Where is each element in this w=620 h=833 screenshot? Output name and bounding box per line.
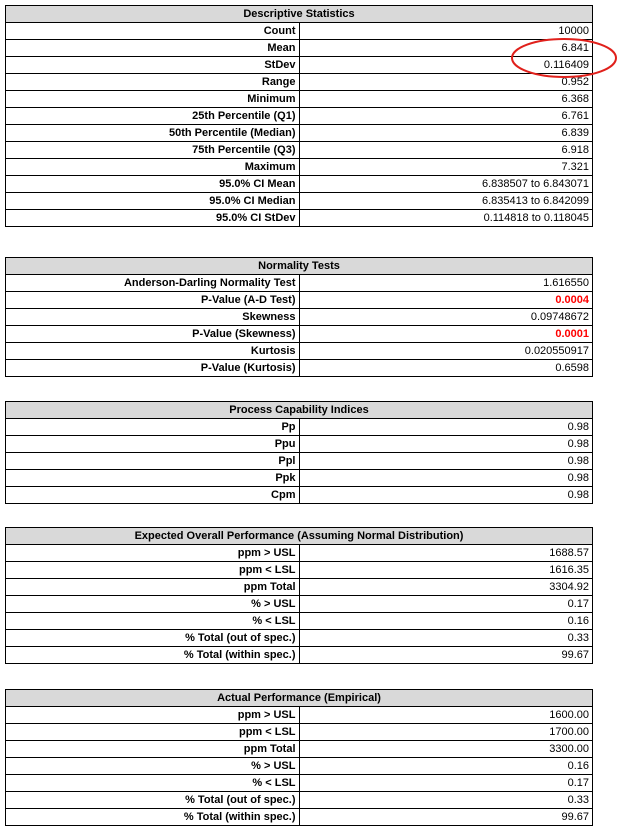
- p-value-highlight: 0.0001: [299, 326, 593, 343]
- row-label: P-Value (Skewness): [6, 326, 300, 343]
- row-value: 99.67: [299, 647, 593, 664]
- row-value: 0.020550917: [299, 343, 593, 360]
- table-row: [6, 176, 593, 193]
- table-row: [6, 545, 593, 562]
- row-value: 1616.35: [299, 562, 593, 579]
- row-value: 6.918: [299, 142, 593, 159]
- row-value: 99.67: [299, 809, 593, 826]
- row-value: 0.98: [299, 470, 593, 487]
- table-row: [6, 470, 593, 487]
- row-value: 0.98: [299, 436, 593, 453]
- row-value: 0.114818 to 0.118045: [299, 210, 593, 227]
- row-label: 25th Percentile (Q1): [6, 108, 300, 125]
- row-label: Anderson-Darling Normality Test: [6, 275, 300, 292]
- table-row: [6, 275, 593, 292]
- row-label: ppm > USL: [6, 707, 300, 724]
- row-value: 6.838507 to 6.843071: [299, 176, 593, 193]
- table-row: [6, 596, 593, 613]
- table-row: [6, 758, 593, 775]
- row-value: 0.16: [299, 758, 593, 775]
- row-label: % Total (out of spec.): [6, 792, 300, 809]
- table-row: [6, 630, 593, 647]
- table-row: [6, 40, 593, 57]
- table-row: [6, 210, 593, 227]
- table-row: [6, 741, 593, 758]
- table-row: [6, 326, 593, 343]
- row-label: Ppk: [6, 470, 300, 487]
- row-label: StDev: [6, 57, 300, 74]
- row-label: Cpm: [6, 487, 300, 504]
- row-label: ppm < LSL: [6, 562, 300, 579]
- table-row: [6, 436, 593, 453]
- row-value: 6.839: [299, 125, 593, 142]
- row-label: Skewness: [6, 309, 300, 326]
- row-label: % < LSL: [6, 775, 300, 792]
- table-row: [6, 74, 593, 91]
- row-label: % < LSL: [6, 613, 300, 630]
- row-value: 6.368: [299, 91, 593, 108]
- table-row: [6, 724, 593, 741]
- row-label: Range: [6, 74, 300, 91]
- table-row: [6, 108, 593, 125]
- row-label: Pp: [6, 419, 300, 436]
- row-label: % > USL: [6, 758, 300, 775]
- table-row: [6, 647, 593, 664]
- table-row: [6, 792, 593, 809]
- table-row: [6, 91, 593, 108]
- row-label: Minimum: [6, 91, 300, 108]
- row-label: Ppl: [6, 453, 300, 470]
- row-label: 95.0% CI Median: [6, 193, 300, 210]
- row-label: Kurtosis: [6, 343, 300, 360]
- table-header: Actual Performance (Empirical): [6, 690, 593, 707]
- row-value: 0.98: [299, 487, 593, 504]
- row-value: 0.116409: [299, 57, 593, 74]
- table-row: [6, 775, 593, 792]
- row-value: 6.761: [299, 108, 593, 125]
- table-row: [6, 142, 593, 159]
- row-label: P-Value (Kurtosis): [6, 360, 300, 377]
- row-label: Ppu: [6, 436, 300, 453]
- row-value: 1600.00: [299, 707, 593, 724]
- row-value: 1688.57: [299, 545, 593, 562]
- row-value: 0.98: [299, 419, 593, 436]
- table-row: [6, 487, 593, 504]
- table-row: [6, 707, 593, 724]
- table-row: [6, 360, 593, 377]
- row-label: ppm Total: [6, 741, 300, 758]
- row-label: Mean: [6, 40, 300, 57]
- row-label: % Total (within spec.): [6, 809, 300, 826]
- table-row: [6, 613, 593, 630]
- table-row: [6, 343, 593, 360]
- row-value: 1700.00: [299, 724, 593, 741]
- row-value: 6.841: [299, 40, 593, 57]
- row-value: 10000: [299, 23, 593, 40]
- row-label: Count: [6, 23, 300, 40]
- row-value: 0.33: [299, 792, 593, 809]
- descriptive-statistics-table: [5, 5, 593, 227]
- normality-tests-table: [5, 257, 593, 377]
- table-row: [6, 57, 593, 74]
- row-label: Maximum: [6, 159, 300, 176]
- table-row: [6, 292, 593, 309]
- table-row: [6, 579, 593, 596]
- row-value: 7.321: [299, 159, 593, 176]
- row-value: 0.16: [299, 613, 593, 630]
- p-value-highlight: 0.0004: [299, 292, 593, 309]
- row-label: P-Value (A-D Test): [6, 292, 300, 309]
- table-row: [6, 809, 593, 826]
- actual-performance-table: [5, 689, 593, 826]
- row-value: 3304.92: [299, 579, 593, 596]
- table-row: [6, 193, 593, 210]
- row-value: 6.835413 to 6.842099: [299, 193, 593, 210]
- row-label: ppm < LSL: [6, 724, 300, 741]
- row-value: 0.6598: [299, 360, 593, 377]
- table-header: Descriptive Statistics: [6, 6, 593, 23]
- table-row: [6, 453, 593, 470]
- row-label: % > USL: [6, 596, 300, 613]
- table-header: Process Capability Indices: [6, 402, 593, 419]
- row-value: 0.17: [299, 596, 593, 613]
- table-row: [6, 23, 593, 40]
- row-label: 50th Percentile (Median): [6, 125, 300, 142]
- row-label: ppm Total: [6, 579, 300, 596]
- table-row: [6, 562, 593, 579]
- row-label: 75th Percentile (Q3): [6, 142, 300, 159]
- process-capability-table: [5, 401, 593, 504]
- row-value: 0.09748672: [299, 309, 593, 326]
- row-label: 95.0% CI Mean: [6, 176, 300, 193]
- row-value: 3300.00: [299, 741, 593, 758]
- table-row: [6, 419, 593, 436]
- expected-performance-table: [5, 527, 593, 664]
- row-value: 0.33: [299, 630, 593, 647]
- table-row: [6, 309, 593, 326]
- row-label: % Total (out of spec.): [6, 630, 300, 647]
- table-header: Normality Tests: [6, 258, 593, 275]
- row-value: 0.98: [299, 453, 593, 470]
- table-row: [6, 125, 593, 142]
- row-label: % Total (within spec.): [6, 647, 300, 664]
- row-value: 1.616550: [299, 275, 593, 292]
- table-header: Expected Overall Performance (Assuming Normal Distribution): [6, 528, 593, 545]
- row-label: 95.0% CI StDev: [6, 210, 300, 227]
- row-value: 0.17: [299, 775, 593, 792]
- table-row: [6, 159, 593, 176]
- row-label: ppm > USL: [6, 545, 300, 562]
- row-value: 0.952: [299, 74, 593, 91]
